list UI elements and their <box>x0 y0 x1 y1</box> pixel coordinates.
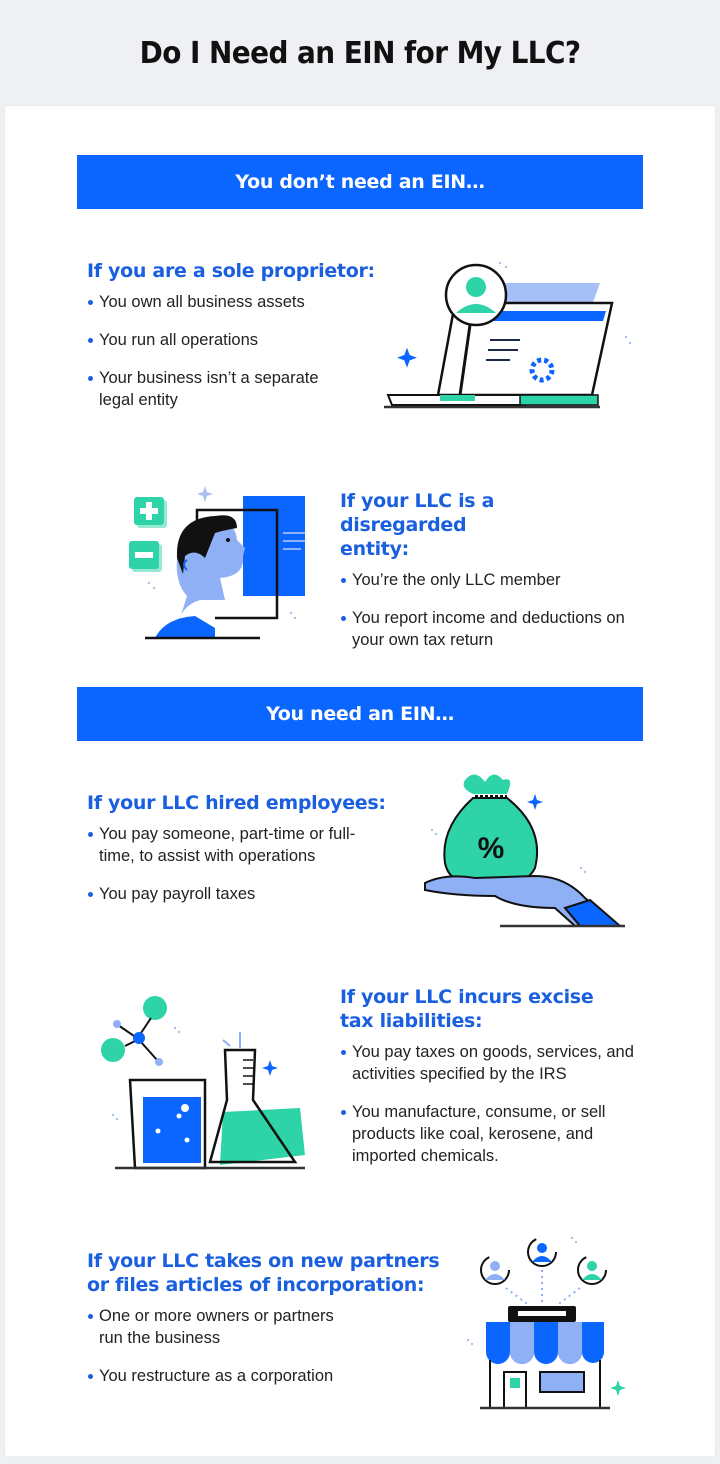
bullet-list <box>340 569 640 651</box>
svg-text:%: % <box>477 832 505 865</box>
bullet-list <box>87 1305 457 1387</box>
laptop-user-icon <box>380 255 640 415</box>
bullet-list <box>87 291 387 411</box>
banner-no-ein-needed: You don’t need an EIN… <box>77 155 643 209</box>
page-header <box>0 0 720 106</box>
bullet-item: You own all business assets <box>87 291 387 313</box>
block-heading: If your LLC takes on new partners or files articles of incorporation: <box>87 1250 440 1296</box>
page-title: Do I Need an EIN for My LLC? <box>139 35 581 71</box>
bullet-item: You pay taxes on goods, services, and activities specified by the IRS <box>340 1041 645 1085</box>
bullet-item: You report income and deductions on your own tax return <box>340 607 630 651</box>
excise-tax-block <box>340 985 645 1183</box>
block-heading: If your LLC is a disregarded entity: <box>340 490 495 560</box>
bullet-item: Your business isn’t a separate legal entity <box>87 367 337 411</box>
chemistry-lab-icon <box>95 990 315 1175</box>
bullet-item: You manufacture, consume, or sell products like coal, kerosene, and imported chemicals. <box>340 1101 640 1167</box>
disregarded-entity-block <box>340 489 640 667</box>
bullet-item: You restructure as a corporation <box>87 1365 457 1387</box>
new-partners-block <box>87 1249 457 1403</box>
block-heading: If your LLC incurs excise tax liabilities: <box>340 986 594 1032</box>
bullet-item: You pay payroll taxes <box>87 883 397 905</box>
block-heading: If you are a sole proprietor: <box>87 260 375 282</box>
person-document-icon <box>125 478 305 643</box>
bullet-list <box>87 823 397 905</box>
bullet-item: You’re the only LLC member <box>340 569 640 591</box>
bullet-item: You run all operations <box>87 329 387 351</box>
block-heading: If your LLC hired employees: <box>87 792 386 814</box>
hand-money-bag-icon <box>415 768 635 933</box>
bullet-item: One or more owners or partners run the business <box>87 1305 357 1349</box>
hired-employees-block <box>87 791 397 921</box>
banner-ein-needed: You need an EIN… <box>77 687 643 741</box>
bullet-list <box>340 1041 645 1167</box>
storefront-partners-icon <box>460 1230 640 1415</box>
sole-proprietor-block <box>87 259 387 427</box>
bullet-item: You pay someone, part-time or full-time, to assist with operations <box>87 823 377 867</box>
